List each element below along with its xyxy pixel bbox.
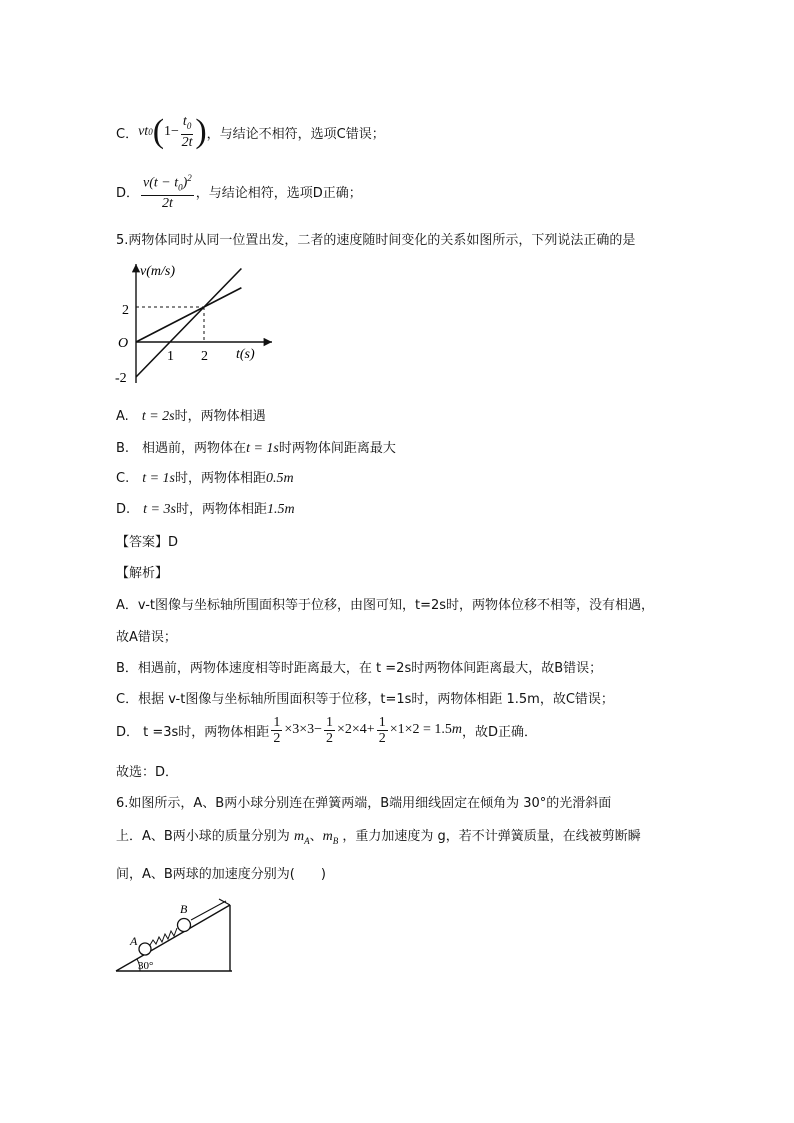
question-6-line-3: 间，A、B两球的加速度分别为( ) bbox=[116, 867, 326, 882]
question-6-line-2: 上．A、B两小球的质量分别为 $m_A$、$m_B$ ，重力加速度为 g，若不计弹簧质量，在线被剪断瞬 bbox=[116, 829, 641, 846]
velocity-time-chart bbox=[110, 258, 280, 397]
option-c-line bbox=[116, 112, 385, 152]
choice-line: 故选：D． bbox=[116, 765, 179, 780]
analysis-a-line-1: A．v-t图像与坐标轴所围面积等于位移，由图可知，t=2s时，两物体位移不相等，没有相遇， bbox=[116, 598, 655, 613]
mass-symbols: $m_A$ bbox=[293, 829, 310, 846]
question-6-line-1: 6.如图所示，A、B两小球分别连在弹簧两端，B端用细线固定在倾角为 30°的光滑斜面 bbox=[116, 796, 612, 811]
y-axis-label: v(m/s) bbox=[140, 264, 175, 279]
spring bbox=[150, 928, 177, 945]
ball-b bbox=[178, 919, 191, 932]
analysis-b-line: B．相遇前，两物体速度相等时距离最大，在 t =2s时两物体间距离最大，故B错误； bbox=[116, 661, 603, 676]
series-line-1 bbox=[136, 288, 241, 342]
option-c: C. t = 1s时，两物体相距0.5m bbox=[116, 471, 294, 486]
ball-a-label: A bbox=[130, 934, 138, 948]
analysis-d-line: D． t =3s时，两物体相距 $\frac{1}{2}$ ×3×3− $\frac{1}{2}$ ×2×4+ $\frac{1}{2}$ ×1×2 = 1.5 m ，故D正确． bbox=[116, 714, 538, 746]
analysis-d-formula: $\frac{1}{2}$ ×3×3− $\frac{1}{2}$ ×2×4+ $\frac{1}{2}$ ×1×2 = 1.5 m bbox=[273, 714, 462, 746]
y-tick-label-neg2: -2 bbox=[115, 371, 127, 386]
option-d-formula: $\frac{v(t - t_0)^2}{2t}$ bbox=[143, 172, 192, 212]
option-d-tail: ，与结论相符，选项D正确； bbox=[195, 185, 362, 201]
option-a: A. t = 2s时，两物体相遇 bbox=[116, 409, 266, 424]
answer-line: 【答案】D bbox=[116, 535, 179, 550]
option-b: B. 相遇前，两物体在t = 1s时两物体间距离最大 bbox=[116, 441, 396, 456]
analysis-c-line: C．根据 v-t图像与坐标轴所围面积等于位移，t=1s时，两物体相距 1.5m，故C错误； bbox=[116, 692, 614, 707]
analysis-title: 【解析】 bbox=[116, 566, 169, 581]
option-c-formula: vt 0 ( 1− $\frac{t_0}{2t}$ ) bbox=[138, 112, 207, 150]
option-d: D. t = 3s时，两物体相距1.5m bbox=[116, 502, 295, 517]
series-line-2 bbox=[136, 269, 241, 378]
ball-b-label: B bbox=[180, 902, 188, 916]
incline-diagram bbox=[112, 895, 242, 981]
x-axis-label: t(s) bbox=[236, 347, 255, 362]
option-d-label: D． bbox=[116, 185, 140, 201]
option-c-tail: ，与结论不相符，选项C错误； bbox=[206, 126, 385, 142]
x-tick-label-2: 2 bbox=[201, 349, 208, 364]
angle-label: 30° bbox=[138, 960, 154, 972]
option-d-line bbox=[116, 168, 362, 214]
question-5-stem: 5.两物体同时从同一位置出发，二者的速度随时间变化的关系如图所示，下列说法正确的是 bbox=[116, 233, 636, 248]
x-tick-label-1: 1 bbox=[167, 349, 174, 364]
analysis-a-line-2: 故A错误； bbox=[116, 630, 177, 645]
option-c-label: C． bbox=[116, 126, 139, 142]
y-tick-label-2: 2 bbox=[122, 303, 129, 318]
ball-a bbox=[139, 943, 151, 955]
origin-label: O bbox=[118, 336, 129, 351]
